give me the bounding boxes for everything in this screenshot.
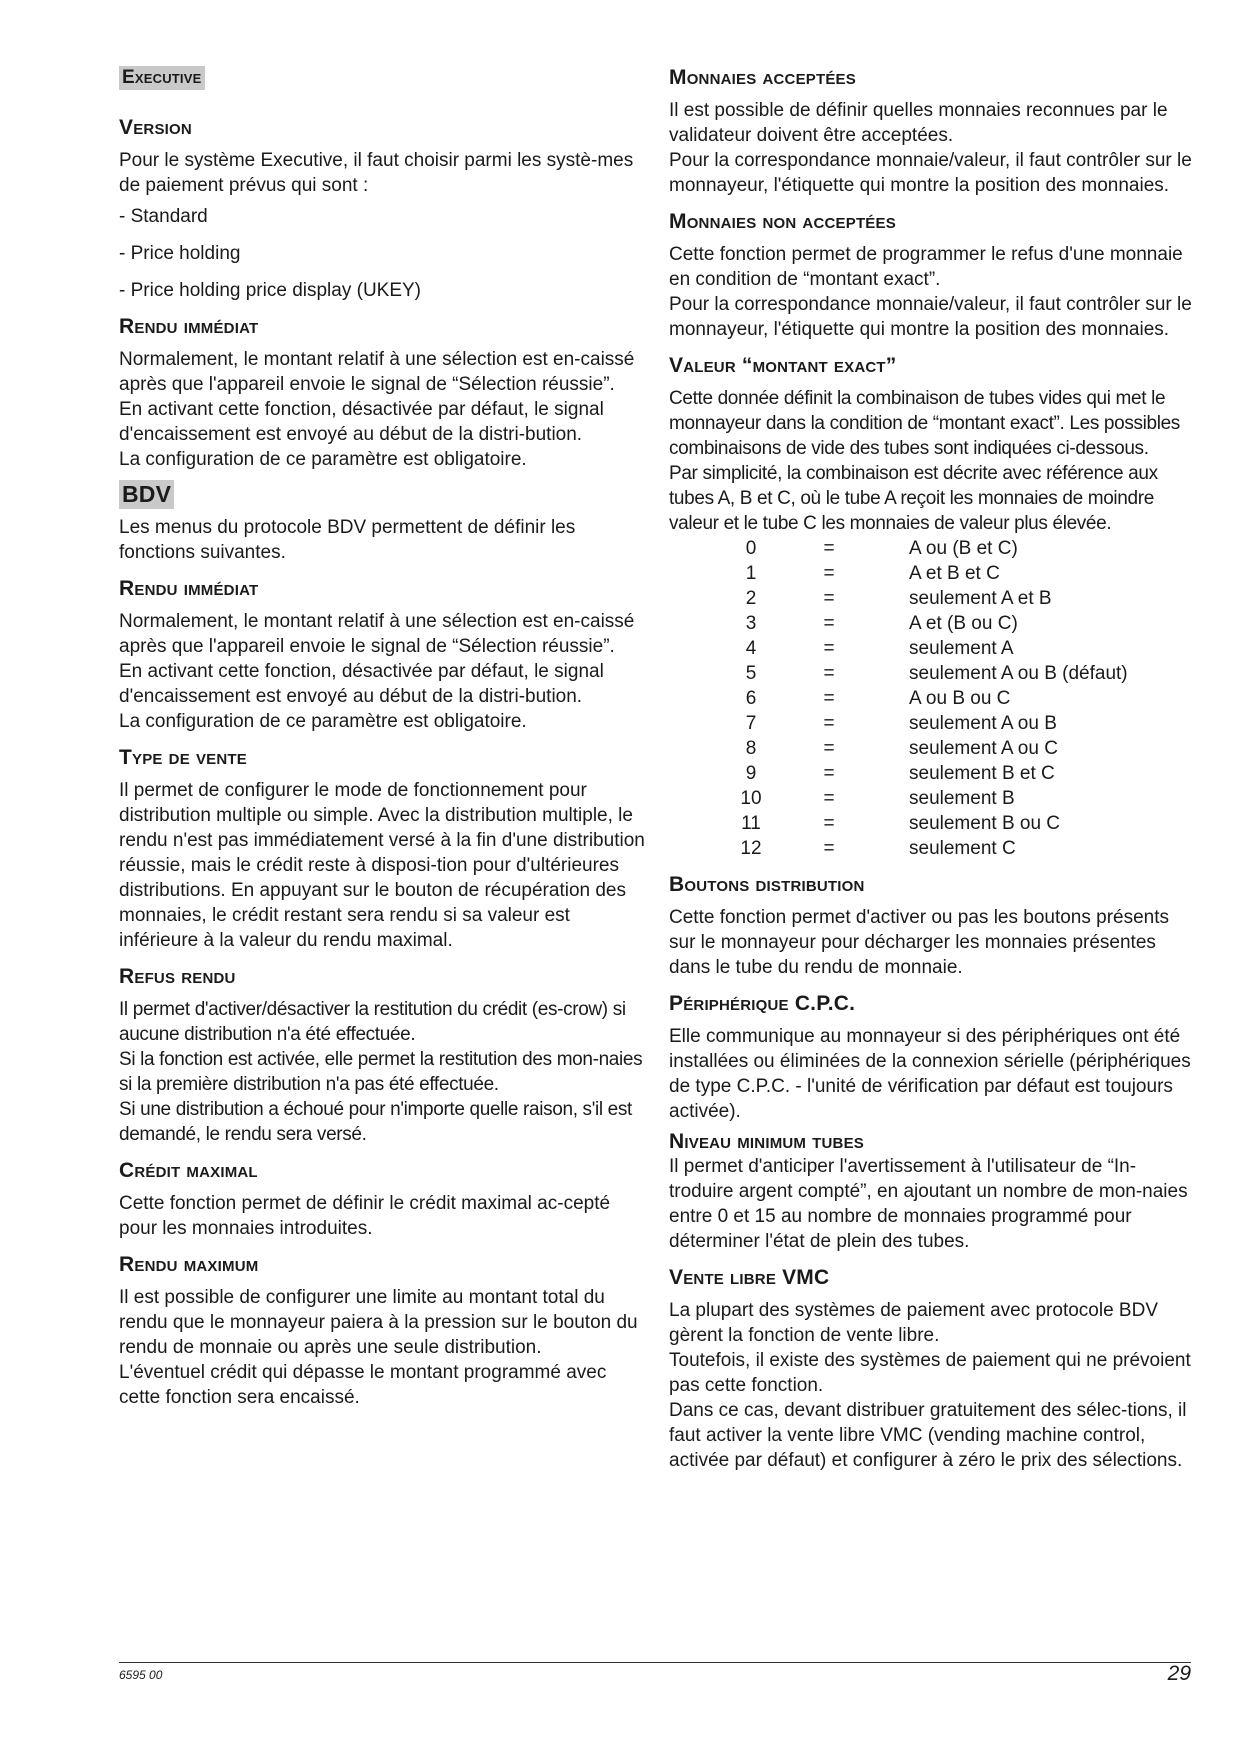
rendu-maximum-text: Il est possible de configurer une limite au montant total du rendu que le monnayeur paiera à la pression sur le bouton du rendu de monnaie ou après une seule distribution.: [119, 1287, 638, 1358]
combo-equals: =: [823, 688, 835, 709]
executive-section-title: Executive: [119, 66, 205, 90]
combo-equals: =: [823, 613, 835, 634]
combo-equals: =: [823, 788, 835, 809]
combo-equals: =: [823, 813, 835, 834]
combo-equals: =: [823, 713, 835, 734]
table-row: [669, 736, 1199, 761]
monnaies-acceptees-text: Il est possible de définir quelles monnaies reconnues par le validateur doivent être acceptées.: [669, 100, 1168, 146]
monnaies-acceptees-text-2: Pour la correspondance monnaie/valeur, il faut contrôler sur le monnayeur, l'étiquette qui montre la position des monnaies.: [669, 150, 1192, 196]
credit-maximal-text: Cette fonction permet de définir le crédit maximal ac-cepté pour les monnaies introduites.: [119, 1193, 611, 1239]
combo-equals: =: [823, 663, 835, 684]
table-row: [669, 761, 1199, 786]
combo-number: 11: [741, 813, 761, 834]
bdv-text: Les menus du protocole BDV permettent de définir les fonctions suivantes.: [119, 517, 576, 563]
combo-value: seulement B et C: [909, 763, 1055, 784]
table-row: [669, 711, 1199, 736]
type-vente-text: Il permet de configurer le mode de fonctionnement pour distribution multiple ou simple. Avec la distribution multiple, le rendu n'est pas immédiatement versé à la fin d'une distribution réussie, mais le crédit reste à disposi-tion pour d'ultérieures distributions. En appuyant sur le bouton de récupération des monnaies, le crédit restant sera rendu si sa valeur est inférieure à la valeur du rendu maximal.: [119, 780, 645, 951]
peripherique-heading-label: Périphérique: [669, 992, 789, 1015]
refus-rendu-body: [119, 997, 649, 1147]
bdv-rendu-text-2: En activant cette fonction, désactivée par défaut, le signal d'encaissement est envoyé au début de la distri-bution.: [119, 661, 604, 707]
combo-number: 7: [745, 713, 757, 734]
table-row: [669, 811, 1199, 836]
niveau-minimum-text: Il permet d'anticiper l'avertissement à l'utilisateur de “In-troduire argent compté”, en ajoutant un nombre de mon-naies entre 0 et 15 au nombre de monnaies programmé pour déterminer l'état de plein des tubes.: [669, 1156, 1188, 1252]
combo-equals: =: [823, 838, 835, 859]
table-row: [669, 636, 1199, 661]
monnaies-non-acceptees-text: Cette fonction permet de programmer le refus d'une monnaie en condition de “montant exact”.: [669, 244, 1183, 290]
monnaies-acceptees-heading: Monnaies acceptées: [669, 66, 856, 89]
rendu-maximum-text-2: L'éventuel crédit qui dépasse le montant programmé avec cette fonction sera encaissé.: [119, 1362, 607, 1408]
right-column: [669, 66, 1199, 1473]
combo-number: 6: [745, 688, 757, 709]
bdv-rendu-text-3: La configuration de ce paramètre est obligatoire.: [119, 711, 527, 732]
valeur-body: [669, 386, 1199, 536]
list-item: - Price holding price display (UKEY): [119, 280, 422, 301]
monnaies-non-acceptees-heading: Monnaies non acceptées: [669, 210, 896, 233]
version-heading: Version: [119, 116, 192, 139]
combinations-table: [669, 536, 1199, 861]
combo-value: A et (B ou C): [909, 613, 1018, 634]
peripherique-heading-caps: C.P.C.: [794, 992, 856, 1015]
combo-number: 8: [745, 738, 757, 759]
rendu-maximum-heading: Rendu maximum: [119, 1253, 259, 1276]
combo-number: 4: [745, 638, 757, 659]
document-code: 6595 00: [119, 1668, 163, 1682]
table-row: [669, 786, 1199, 811]
table-row: [669, 686, 1199, 711]
rendu-immediat-text: Normalement, le montant relatif à une sélection est en-caissé après que l'appareil envoie le signal de “Sélection réussie”.: [119, 349, 635, 395]
list-item: - Standard: [119, 206, 208, 227]
table-row: [669, 611, 1199, 636]
bdv-section-title: BDV: [119, 480, 174, 509]
valeur-text: Cette donnée définit la combinaison de tubes vides qui met le monnayeur dans la condition de “montant exact”. Les possibles combinaisons de vide des tubes sont indiquées ci-dessous.: [669, 388, 1180, 459]
combo-number: 0: [745, 538, 757, 559]
vente-libre-heading: [669, 1266, 1199, 1290]
combo-value: A et B et C: [909, 563, 1000, 584]
refus-rendu-text-2: Si la fonction est activée, elle permet la restitution des mon-naies si la première distribution n'a pas été effectuée.: [119, 1049, 643, 1095]
niveau-minimum-heading: Niveau minimum tubes: [669, 1130, 864, 1153]
version-text: Pour le système Executive, il faut choisir parmi les systè-mes de paiement prévus qui sont :: [119, 150, 634, 196]
combo-value: seulement A: [909, 638, 1014, 659]
combo-equals: =: [823, 588, 835, 609]
vente-libre-heading-caps: VMC: [782, 1266, 830, 1289]
combo-equals: =: [823, 638, 835, 659]
combo-value: seulement B: [909, 788, 1015, 809]
monnaies-non-acceptees-text-2: Pour la correspondance monnaie/valeur, il faut contrôler sur le monnayeur, l'étiquette qui montre la position des monnaies.: [669, 294, 1192, 340]
combo-value: seulement A ou B: [909, 713, 1057, 734]
list-item: - Price holding: [119, 243, 241, 264]
vente-libre-text: La plupart des systèmes de paiement avec protocole BDV gèrent la fonction de vente libre.: [669, 1300, 1158, 1346]
combo-number: 1: [745, 563, 757, 584]
rendu-immediat-heading: Rendu immédiat: [119, 315, 259, 338]
combo-equals: =: [823, 563, 835, 584]
vente-libre-text-3: Dans ce cas, devant distribuer gratuitement des sélec-tions, il faut activer la vente libre VMC (vending machine control, activée par défaut) et configurer à zéro le prix des sélections.: [669, 1400, 1187, 1471]
vente-libre-heading-label: Vente libre: [669, 1266, 777, 1289]
rendu-immediat-text-2: En activant cette fonction, désactivée par défaut, le signal d'encaissement est envoyé au début de la distri-bution.: [119, 399, 604, 445]
table-row: [669, 586, 1199, 611]
combo-number: 9: [745, 763, 757, 784]
vente-libre-text-2: Toutefois, il existe des systèmes de paiement qui ne prévoient pas cette fonction.: [669, 1350, 1191, 1396]
bdv-rendu-immediat-heading: Rendu immédiat: [119, 577, 259, 600]
combo-number: 5: [745, 663, 757, 684]
boutons-distribution-text: Cette fonction permet d'activer ou pas les boutons présents sur le monnayeur pour décharger les monnaies présentes dans le tube du rendu de monnaie.: [669, 907, 1170, 978]
combo-equals: =: [823, 763, 835, 784]
valeur-montant-exact-heading: Valeur “montant exact”: [669, 354, 897, 377]
combo-value: seulement B ou C: [909, 813, 1061, 834]
valeur-text-2: Par simplicité, la combinaison est décrite avec référence aux tubes A, B et C, où le tube A reçoit les monnaies de moindre valeur et le tube C les monnaies de valeur plus élevée.: [669, 463, 1158, 534]
type-vente-heading: Type de vente: [119, 746, 247, 769]
refus-rendu-text-3: Si une distribution a échoué pour n'importe quelle raison, s'il est demandé, le rendu sera versé.: [119, 1099, 632, 1145]
refus-rendu-heading: Refus rendu: [119, 965, 236, 988]
combo-value: A ou (B et C): [909, 538, 1018, 559]
peripherique-heading: [669, 992, 1199, 1016]
peripherique-text: Elle communique au monnayeur si des périphériques ont été installées ou éliminées de la connexion sérielle (périphériques de type C.P.C. - l'unité de vérification par défaut est toujours activée).: [669, 1026, 1191, 1122]
table-row: [669, 836, 1199, 861]
combo-value: A ou B ou C: [909, 688, 1011, 709]
combo-number: 3: [745, 613, 757, 634]
combo-number: 2: [745, 588, 757, 609]
footer-divider: [119, 1662, 1191, 1663]
combo-value: seulement A ou C: [909, 738, 1058, 759]
combo-value: seulement A ou B (défaut): [909, 663, 1128, 684]
bdv-rendu-text: Normalement, le montant relatif à une sélection est en-caissé après que l'appareil envoie le signal de “Sélection réussie”.: [119, 611, 635, 657]
table-row: [669, 661, 1199, 686]
table-row: [669, 561, 1199, 586]
table-row: [669, 536, 1199, 561]
combo-equals: =: [823, 538, 835, 559]
combo-number: 12: [740, 838, 762, 859]
boutons-distribution-heading: Boutons distribution: [669, 873, 865, 896]
left-column: [119, 66, 649, 1410]
rendu-immediat-text-3: La configuration de ce paramètre est obligatoire.: [119, 449, 527, 470]
combo-equals: =: [823, 738, 835, 759]
refus-rendu-text: Il permet d'activer/désactiver la restitution du crédit (es-crow) si aucune distribution n'a été effectuée.: [119, 999, 626, 1045]
credit-maximal-heading: Crédit maximal: [119, 1159, 258, 1182]
version-options-list: [119, 204, 649, 303]
combo-number: 10: [740, 788, 762, 809]
combo-value: seulement A et B: [909, 588, 1052, 609]
combo-value: seulement C: [909, 838, 1016, 859]
page-number: 29: [1167, 1662, 1191, 1685]
